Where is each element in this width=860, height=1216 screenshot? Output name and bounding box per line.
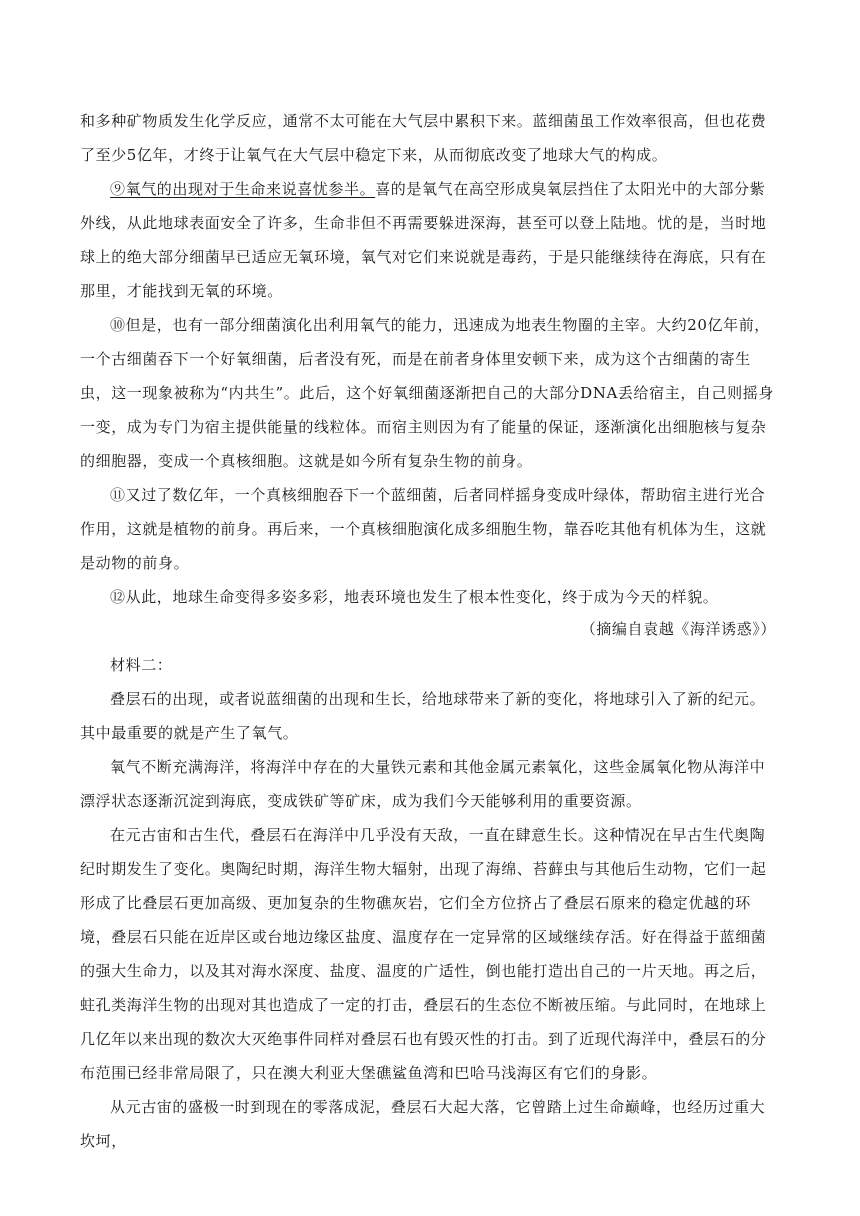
material-two-heading: 材料二： bbox=[110, 656, 173, 674]
paragraph-9 bbox=[80, 172, 780, 308]
paragraph-10: ⑩但是，也有一部分细菌演化出利用氧气的能力，迅速成为地表生物圈的主宰。大约20亿年前，一个古细菌吞下一个好氧细菌，后者没有死，而是在前者身体里安顿下来，成为这个古细菌的寄生虫，这一现象被称为“内共生”。此后，这个好氧细菌逐渐把自己的大部分DNA丢给宿主，自己则摇身一变，成为专门为宿主提供能量的线粒体。而宿主则因为有了能量的保证，逐渐演化出细胞核与复杂的细胞器，变成一个真核细胞。这就是如今所有复杂生物的前身。 bbox=[80, 316, 774, 470]
material-two-paragraph-2: 氧气不断充满海洋，将海洋中存在的大量铁元素和其他金属元素氧化，这些金属氧化物从海洋中漂浮状态逐渐沉淀到海底，变成铁矿等矿床，成为我们今天能够利用的重要资源。 bbox=[80, 758, 766, 810]
paragraph-9-body: 喜的是氧气在高空形成臭氧层挡住了太阳光中的大部分紫外线，从此地球表面安全了许多，生命非但不再需要躲进深海，甚至可以登上陆地。忧的是，当时地球上的绝大部分细菌早已适应无氧环境，氧气对它们来说就是毒药，于是只能继续待在海底，只有在那里，才能找到无氧的环境。 bbox=[80, 180, 767, 300]
material-two-paragraph-3: 在元古宙和古生代，叠层石在海洋中几乎没有天敌，一直在肆意生长。这种情况在早古生代奥陶纪时期发生了变化。奥陶纪时期，海洋生物大辐射，出现了海绵、苔藓虫与其他后生动物，它们一起形成了比叠层石更加高级、更加复杂的生物礁灰岩，它们全方位挤占了叠层石原来的稳定优越的环境，叠层石只能在近岸区或台地边缘区盐度、温度存在一定异常的区域继续存活。好在得益于蓝细菌的强大生命力，以及其对海水深度、盐度、温度的广适性，倒也能打造出自己的一片天地。再之后，蛀孔类海洋生物的出现对其也造成了一定的打击，叠层石的生态位不断被压缩。与此同时，在地球上几亿年以来出现的数次大灭绝事件同样对叠层石也有毁灭性的打击。到了近现代海洋中，叠层石的分布范围已经非常局限了，只在澳大利亚大堡礁鲨鱼湾和巴哈马浅海区有它们的身影。 bbox=[80, 826, 767, 1082]
material-two-paragraph-4: 从元古宙的盛极一时到现在的零落成泥，叠层石大起大落，它曾踏上过生命巅峰，也经历过重大坎坷， bbox=[80, 1098, 766, 1150]
source-citation: （摘编自袁越《海洋诱惑》） bbox=[580, 620, 776, 638]
paragraph-11: ⑪又过了数亿年，一个真核细胞吞下一个蓝细菌，后者同样摇身变成叶绿体，帮助宿主进行光合作用，这就是植物的前身。再后来，一个真核细胞演化成多细胞生物，靠吞吃其他有机体为生，这就是动物的前身。 bbox=[80, 486, 767, 572]
paragraph-9-underlined-sentence: ⑨氧气的出现对于生命来说喜忧参半。 bbox=[110, 180, 376, 198]
paragraph-continued: 和多种矿物质发生化学反应，通常不太可能在大气层中累积下来。蓝细菌虽工作效率很高，但也花费了至少5亿年，才终于让氧气在大气层中稳定下来，从而彻底改变了地球大气的构成。 bbox=[80, 112, 767, 164]
paragraph-12: ⑫从此，地球生命变得多姿多彩，地表环境也发生了根本性变化，终于成为今天的样貌。 bbox=[110, 588, 719, 606]
material-two-paragraph-1: 叠层石的出现，或者说蓝细菌的出现和生长，给地球带来了新的变化，将地球引入了新的纪元。其中最重要的就是产生了氧气。 bbox=[80, 690, 766, 742]
